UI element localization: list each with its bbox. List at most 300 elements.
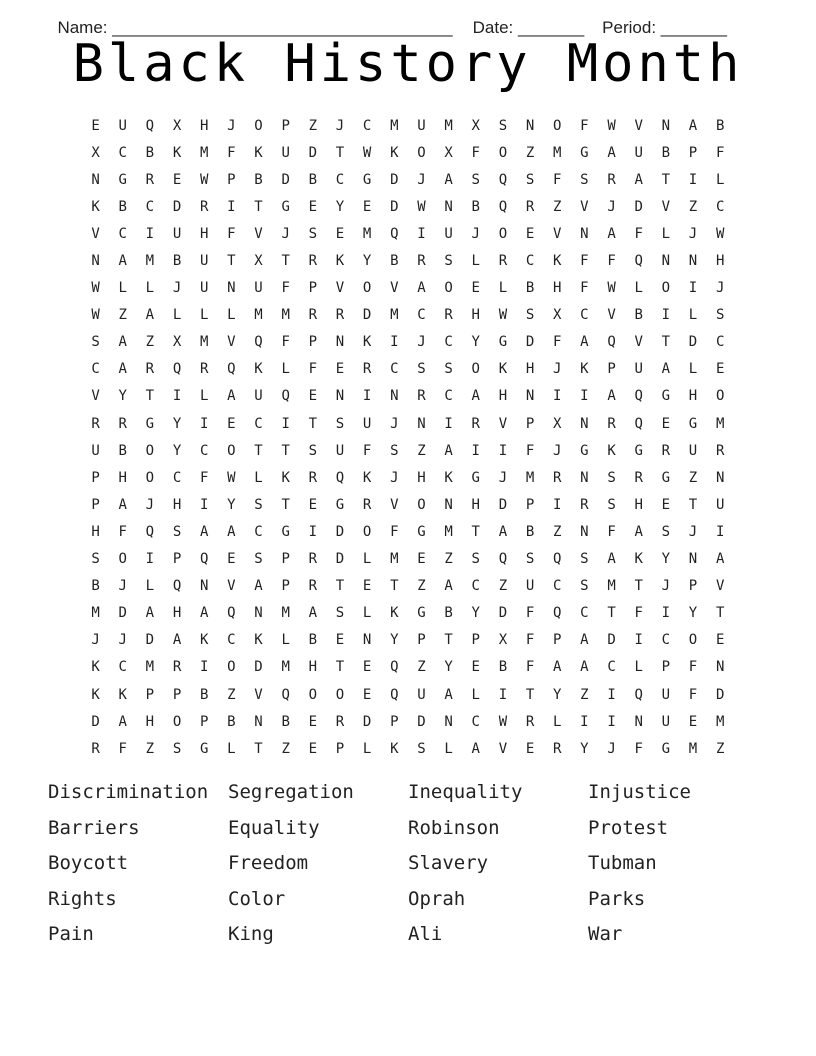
- grid-letter[interactable]: A: [580, 334, 589, 351]
- grid-letter[interactable]: F: [227, 225, 236, 242]
- grid-letter[interactable]: Q: [607, 334, 616, 351]
- grid-letter[interactable]: Q: [281, 686, 290, 703]
- grid-letter[interactable]: G: [362, 171, 372, 188]
- grid-letter[interactable]: F: [715, 144, 725, 161]
- grid-letter[interactable]: R: [199, 361, 209, 378]
- grid-letter[interactable]: Q: [254, 334, 263, 351]
- grid-letter[interactable]: K: [254, 632, 263, 649]
- grid-letter[interactable]: G: [688, 415, 698, 432]
- grid-letter[interactable]: H: [553, 280, 562, 297]
- grid-letter[interactable]: R: [199, 198, 209, 215]
- grid-letter[interactable]: N: [254, 605, 263, 622]
- grid-letter[interactable]: N: [580, 523, 589, 540]
- grid-letter[interactable]: G: [471, 469, 480, 486]
- grid-letter[interactable]: F: [525, 442, 535, 459]
- grid-letter[interactable]: D: [715, 686, 725, 703]
- grid-letter[interactable]: M: [688, 740, 698, 757]
- grid-letter[interactable]: K: [390, 740, 399, 757]
- grid-letter[interactable]: F: [281, 334, 290, 351]
- grid-letter[interactable]: O: [417, 144, 426, 161]
- grid-letter[interactable]: C: [91, 361, 100, 378]
- grid-letter[interactable]: V: [498, 415, 508, 432]
- grid-letter[interactable]: C: [661, 632, 671, 649]
- grid-letter[interactable]: K: [362, 469, 372, 486]
- grid-letter[interactable]: B: [661, 144, 671, 161]
- grid-letter[interactable]: O: [688, 632, 698, 649]
- grid-letter[interactable]: P: [525, 496, 535, 513]
- grid-letter[interactable]: L: [634, 659, 643, 676]
- grid-letter[interactable]: A: [580, 632, 589, 649]
- grid-letter[interactable]: V: [91, 388, 100, 405]
- grid-letter[interactable]: Y: [661, 551, 671, 568]
- grid-letter[interactable]: P: [172, 551, 182, 568]
- grid-letter[interactable]: E: [661, 496, 671, 513]
- grid-letter[interactable]: G: [661, 388, 671, 405]
- grid-letter[interactable]: B: [281, 713, 290, 730]
- grid-letter[interactable]: A: [118, 496, 127, 513]
- grid-letter[interactable]: C: [145, 198, 155, 215]
- grid-letter[interactable]: U: [118, 117, 127, 134]
- grid-letter[interactable]: S: [525, 307, 535, 324]
- grid-letter[interactable]: T: [254, 740, 263, 757]
- grid-letter[interactable]: D: [172, 198, 182, 215]
- grid-letter[interactable]: Q: [634, 415, 643, 432]
- grid-letter[interactable]: R: [145, 171, 155, 188]
- grid-letter[interactable]: T: [525, 686, 535, 703]
- grid-letter[interactable]: A: [118, 713, 127, 730]
- grid-letter[interactable]: C: [118, 225, 127, 242]
- grid-letter[interactable]: R: [417, 253, 426, 270]
- grid-letter[interactable]: H: [634, 496, 643, 513]
- grid-letter[interactable]: N: [715, 469, 725, 486]
- grid-letter[interactable]: O: [308, 686, 318, 703]
- grid-letter[interactable]: W: [607, 117, 616, 134]
- grid-letter[interactable]: P: [607, 361, 616, 378]
- grid-letter[interactable]: Z: [444, 551, 453, 568]
- grid-letter[interactable]: M: [525, 469, 535, 486]
- grid-letter[interactable]: T: [227, 253, 236, 270]
- grid-letter[interactable]: R: [145, 361, 155, 378]
- grid-letter[interactable]: C: [390, 361, 399, 378]
- grid-letter[interactable]: T: [444, 632, 453, 649]
- grid-letter[interactable]: L: [227, 740, 236, 757]
- grid-letter[interactable]: J: [390, 415, 399, 432]
- grid-letter[interactable]: A: [444, 442, 453, 459]
- grid-letter[interactable]: Y: [471, 605, 480, 622]
- grid-letter[interactable]: P: [390, 713, 399, 730]
- grid-letter[interactable]: K: [607, 442, 616, 459]
- grid-letter[interactable]: A: [227, 388, 236, 405]
- grid-letter[interactable]: Q: [553, 605, 562, 622]
- grid-letter[interactable]: D: [145, 632, 155, 649]
- grid-letter[interactable]: A: [607, 388, 616, 405]
- grid-letter[interactable]: B: [471, 198, 480, 215]
- grid-letter[interactable]: K: [91, 198, 100, 215]
- grid-letter[interactable]: F: [281, 280, 290, 297]
- grid-letter[interactable]: Z: [688, 198, 698, 215]
- grid-letter[interactable]: R: [634, 469, 643, 486]
- grid-letter[interactable]: I: [553, 388, 562, 405]
- grid-letter[interactable]: K: [254, 144, 263, 161]
- grid-letter[interactable]: K: [172, 144, 182, 161]
- grid-letter[interactable]: K: [118, 686, 127, 703]
- grid-letter[interactable]: T: [335, 578, 345, 595]
- grid-letter[interactable]: A: [444, 578, 453, 595]
- grid-letter[interactable]: M: [715, 415, 725, 432]
- grid-letter[interactable]: D: [254, 659, 263, 676]
- grid-letter[interactable]: B: [199, 686, 209, 703]
- grid-letter[interactable]: C: [118, 659, 127, 676]
- grid-letter[interactable]: I: [715, 523, 725, 540]
- grid-letter[interactable]: L: [145, 280, 155, 297]
- grid-letter[interactable]: R: [580, 496, 589, 513]
- grid-letter[interactable]: T: [254, 198, 263, 215]
- grid-letter[interactable]: Q: [498, 551, 508, 568]
- grid-letter[interactable]: S: [254, 551, 263, 568]
- grid-letter[interactable]: Y: [172, 442, 182, 459]
- grid-letter[interactable]: Y: [444, 659, 453, 676]
- grid-letter[interactable]: D: [390, 171, 399, 188]
- grid-letter[interactable]: T: [335, 659, 345, 676]
- period-field[interactable]: Period: _______: [602, 18, 727, 37]
- grid-letter[interactable]: W: [417, 198, 426, 215]
- date-field[interactable]: Date: _______: [472, 18, 585, 37]
- grid-letter[interactable]: O: [362, 523, 372, 540]
- grid-letter[interactable]: R: [308, 551, 318, 568]
- grid-letter[interactable]: W: [498, 713, 508, 730]
- grid-letter[interactable]: E: [227, 551, 236, 568]
- grid-letter[interactable]: J: [390, 469, 399, 486]
- grid-letter[interactable]: L: [498, 280, 508, 297]
- grid-letter[interactable]: L: [118, 280, 127, 297]
- grid-letter[interactable]: S: [417, 740, 426, 757]
- grid-letter[interactable]: D: [390, 198, 399, 215]
- grid-letter[interactable]: R: [308, 253, 318, 270]
- grid-letter[interactable]: Z: [145, 334, 155, 351]
- grid-letter[interactable]: S: [335, 605, 345, 622]
- grid-letter[interactable]: N: [688, 551, 698, 568]
- grid-letter[interactable]: N: [661, 253, 671, 270]
- grid-letter[interactable]: I: [417, 225, 426, 242]
- grid-letter[interactable]: N: [580, 469, 589, 486]
- grid-letter[interactable]: P: [172, 686, 182, 703]
- grid-letter[interactable]: F: [118, 523, 127, 540]
- grid-letter[interactable]: M: [390, 551, 399, 568]
- grid-letter[interactable]: Q: [145, 523, 155, 540]
- grid-letter[interactable]: L: [199, 388, 209, 405]
- grid-letter[interactable]: S: [91, 551, 100, 568]
- grid-letter[interactable]: S: [91, 334, 100, 351]
- grid-letter[interactable]: A: [715, 551, 725, 568]
- grid-letter[interactable]: I: [145, 225, 155, 242]
- grid-letter[interactable]: A: [580, 659, 589, 676]
- grid-letter[interactable]: Y: [335, 198, 345, 215]
- grid-letter[interactable]: Q: [553, 551, 562, 568]
- grid-letter[interactable]: G: [145, 415, 155, 432]
- grid-letter[interactable]: D: [688, 334, 698, 351]
- grid-letter[interactable]: T: [281, 442, 290, 459]
- grid-letter[interactable]: A: [417, 280, 426, 297]
- grid-letter[interactable]: U: [254, 280, 263, 297]
- grid-letter[interactable]: H: [172, 496, 182, 513]
- grid-letter[interactable]: E: [91, 117, 100, 134]
- grid-letter[interactable]: A: [172, 632, 182, 649]
- grid-letter[interactable]: I: [607, 686, 616, 703]
- grid-letter[interactable]: N: [335, 388, 345, 405]
- grid-letter[interactable]: N: [199, 578, 209, 595]
- grid-letter[interactable]: M: [145, 659, 155, 676]
- grid-letter[interactable]: D: [362, 307, 372, 324]
- grid-letter[interactable]: Q: [498, 198, 508, 215]
- grid-letter[interactable]: N: [580, 415, 589, 432]
- grid-letter[interactable]: O: [715, 388, 725, 405]
- grid-letter[interactable]: N: [634, 713, 643, 730]
- grid-letter[interactable]: A: [661, 361, 671, 378]
- grid-letter[interactable]: Q: [281, 388, 290, 405]
- grid-letter[interactable]: H: [91, 523, 100, 540]
- grid-letter[interactable]: Z: [281, 740, 290, 757]
- grid-letter[interactable]: K: [91, 686, 100, 703]
- grid-letter[interactable]: V: [498, 740, 508, 757]
- grid-letter[interactable]: S: [580, 578, 589, 595]
- grid-letter[interactable]: J: [607, 740, 616, 757]
- grid-letter[interactable]: O: [362, 280, 372, 297]
- grid-letter[interactable]: E: [308, 198, 318, 215]
- grid-letter[interactable]: L: [362, 551, 372, 568]
- grid-letter[interactable]: Z: [227, 686, 236, 703]
- grid-letter[interactable]: L: [362, 605, 372, 622]
- grid-letter[interactable]: L: [362, 740, 372, 757]
- grid-letter[interactable]: P: [227, 171, 236, 188]
- grid-letter[interactable]: N: [444, 198, 453, 215]
- grid-letter[interactable]: R: [362, 496, 372, 513]
- grid-letter[interactable]: F: [525, 605, 535, 622]
- grid-letter[interactable]: G: [199, 740, 209, 757]
- grid-letter[interactable]: S: [471, 551, 480, 568]
- grid-letter[interactable]: P: [281, 578, 290, 595]
- grid-letter[interactable]: K: [390, 144, 399, 161]
- grid-letter[interactable]: Z: [553, 523, 562, 540]
- grid-letter[interactable]: L: [688, 307, 698, 324]
- grid-letter[interactable]: Q: [145, 117, 155, 134]
- grid-letter[interactable]: B: [172, 253, 182, 270]
- grid-letter[interactable]: U: [362, 415, 372, 432]
- grid-letter[interactable]: M: [281, 659, 290, 676]
- grid-letter[interactable]: Z: [145, 740, 155, 757]
- grid-letter[interactable]: I: [390, 334, 399, 351]
- grid-letter[interactable]: S: [525, 551, 535, 568]
- grid-letter[interactable]: H: [471, 496, 480, 513]
- grid-letter[interactable]: A: [607, 144, 616, 161]
- grid-letter[interactable]: I: [199, 659, 209, 676]
- grid-letter[interactable]: O: [172, 713, 182, 730]
- grid-letter[interactable]: K: [634, 551, 643, 568]
- grid-letter[interactable]: A: [471, 388, 480, 405]
- grid-letter[interactable]: R: [118, 415, 127, 432]
- grid-letter[interactable]: U: [172, 225, 182, 242]
- grid-letter[interactable]: S: [607, 469, 616, 486]
- grid-letter[interactable]: E: [308, 388, 318, 405]
- grid-letter[interactable]: R: [362, 361, 372, 378]
- grid-letter[interactable]: Q: [390, 686, 399, 703]
- grid-letter[interactable]: J: [661, 578, 671, 595]
- grid-letter[interactable]: L: [281, 361, 290, 378]
- grid-letter[interactable]: J: [118, 578, 127, 595]
- grid-letter[interactable]: G: [281, 523, 290, 540]
- grid-letter[interactable]: S: [607, 496, 616, 513]
- grid-letter[interactable]: B: [444, 605, 453, 622]
- grid-letter[interactable]: O: [254, 117, 263, 134]
- grid-letter[interactable]: U: [417, 117, 426, 134]
- grid-letter[interactable]: T: [254, 442, 263, 459]
- grid-letter[interactable]: N: [525, 388, 535, 405]
- grid-letter[interactable]: T: [715, 605, 725, 622]
- grid-letter[interactable]: A: [498, 523, 508, 540]
- grid-letter[interactable]: Z: [118, 307, 127, 324]
- grid-letter[interactable]: W: [607, 280, 616, 297]
- grid-letter[interactable]: M: [145, 253, 155, 270]
- grid-letter[interactable]: X: [553, 415, 562, 432]
- grid-letter[interactable]: U: [688, 442, 698, 459]
- grid-letter[interactable]: H: [498, 388, 508, 405]
- grid-letter[interactable]: A: [145, 605, 155, 622]
- grid-letter[interactable]: E: [715, 632, 725, 649]
- grid-letter[interactable]: Q: [227, 361, 236, 378]
- grid-letter[interactable]: T: [688, 496, 698, 513]
- grid-letter[interactable]: O: [227, 442, 236, 459]
- grid-letter[interactable]: B: [390, 253, 399, 270]
- grid-letter[interactable]: S: [417, 361, 426, 378]
- grid-letter[interactable]: D: [335, 551, 345, 568]
- grid-letter[interactable]: Z: [715, 740, 725, 757]
- grid-letter[interactable]: Y: [118, 388, 127, 405]
- grid-letter[interactable]: C: [254, 415, 263, 432]
- grid-letter[interactable]: K: [335, 253, 345, 270]
- grid-letter[interactable]: P: [471, 632, 480, 649]
- grid-letter[interactable]: N: [362, 632, 372, 649]
- grid-letter[interactable]: J: [688, 523, 698, 540]
- grid-letter[interactable]: F: [199, 469, 209, 486]
- grid-letter[interactable]: I: [607, 713, 616, 730]
- grid-letter[interactable]: S: [580, 171, 589, 188]
- grid-letter[interactable]: R: [91, 740, 100, 757]
- grid-letter[interactable]: B: [525, 280, 535, 297]
- grid-letter[interactable]: J: [417, 171, 426, 188]
- grid-letter[interactable]: M: [715, 713, 725, 730]
- grid-letter[interactable]: E: [335, 361, 345, 378]
- grid-letter[interactable]: J: [715, 280, 725, 297]
- grid-letter[interactable]: P: [199, 713, 209, 730]
- grid-letter[interactable]: A: [634, 171, 643, 188]
- grid-letter[interactable]: I: [471, 442, 480, 459]
- grid-letter[interactable]: S: [390, 442, 399, 459]
- grid-letter[interactable]: B: [498, 659, 508, 676]
- grid-letter[interactable]: Y: [227, 496, 236, 513]
- grid-letter[interactable]: N: [390, 388, 399, 405]
- grid-letter[interactable]: E: [471, 280, 480, 297]
- grid-letter[interactable]: M: [390, 307, 399, 324]
- grid-letter[interactable]: R: [661, 442, 671, 459]
- grid-letter[interactable]: P: [281, 117, 290, 134]
- grid-letter[interactable]: M: [281, 307, 290, 324]
- grid-letter[interactable]: L: [281, 632, 290, 649]
- grid-letter[interactable]: R: [471, 415, 480, 432]
- grid-letter[interactable]: E: [688, 713, 698, 730]
- grid-letter[interactable]: C: [254, 523, 263, 540]
- grid-letter[interactable]: S: [444, 253, 453, 270]
- grid-letter[interactable]: F: [688, 659, 698, 676]
- grid-letter[interactable]: P: [91, 496, 100, 513]
- grid-letter[interactable]: V: [335, 280, 345, 297]
- grid-letter[interactable]: E: [227, 415, 236, 432]
- grid-letter[interactable]: V: [607, 307, 616, 324]
- grid-letter[interactable]: C: [580, 307, 589, 324]
- grid-letter[interactable]: R: [91, 415, 100, 432]
- grid-letter[interactable]: L: [172, 307, 182, 324]
- grid-letter[interactable]: N: [688, 253, 698, 270]
- grid-letter[interactable]: X: [498, 632, 508, 649]
- grid-letter[interactable]: C: [715, 334, 725, 351]
- grid-letter[interactable]: G: [417, 523, 426, 540]
- grid-letter[interactable]: I: [362, 388, 372, 405]
- grid-letter[interactable]: L: [471, 686, 480, 703]
- grid-letter[interactable]: H: [471, 307, 480, 324]
- grid-letter[interactable]: I: [145, 551, 155, 568]
- grid-letter[interactable]: D: [525, 334, 535, 351]
- grid-letter[interactable]: B: [145, 144, 155, 161]
- grid-letter[interactable]: Z: [553, 198, 562, 215]
- grid-letter[interactable]: S: [308, 225, 318, 242]
- grid-letter[interactable]: F: [580, 117, 589, 134]
- grid-letter[interactable]: B: [227, 713, 236, 730]
- grid-letter[interactable]: M: [444, 523, 453, 540]
- grid-letter[interactable]: C: [118, 144, 127, 161]
- grid-letter[interactable]: P: [308, 334, 318, 351]
- grid-letter[interactable]: E: [308, 496, 318, 513]
- grid-letter[interactable]: V: [580, 198, 589, 215]
- grid-letter[interactable]: A: [118, 253, 127, 270]
- grid-letter[interactable]: E: [471, 659, 480, 676]
- grid-letter[interactable]: F: [390, 523, 399, 540]
- grid-letter[interactable]: I: [688, 171, 698, 188]
- grid-letter[interactable]: Y: [471, 334, 480, 351]
- grid-letter[interactable]: U: [444, 225, 453, 242]
- grid-letter[interactable]: I: [688, 280, 698, 297]
- grid-letter[interactable]: D: [498, 496, 508, 513]
- grid-letter[interactable]: E: [308, 713, 318, 730]
- grid-letter[interactable]: O: [553, 117, 562, 134]
- grid-letter[interactable]: J: [553, 442, 562, 459]
- grid-letter[interactable]: K: [553, 253, 562, 270]
- grid-letter[interactable]: Z: [308, 117, 318, 134]
- grid-letter[interactable]: Q: [199, 551, 209, 568]
- grid-letter[interactable]: Z: [417, 578, 426, 595]
- grid-letter[interactable]: P: [525, 415, 535, 432]
- grid-letter[interactable]: M: [444, 117, 453, 134]
- grid-letter[interactable]: I: [199, 496, 209, 513]
- grid-letter[interactable]: E: [172, 171, 182, 188]
- grid-letter[interactable]: C: [715, 198, 725, 215]
- grid-letter[interactable]: W: [91, 280, 100, 297]
- grid-letter[interactable]: O: [335, 686, 345, 703]
- grid-letter[interactable]: P: [688, 144, 698, 161]
- grid-letter[interactable]: S: [308, 442, 318, 459]
- grid-letter[interactable]: N: [335, 334, 345, 351]
- grid-letter[interactable]: V: [661, 198, 671, 215]
- grid-letter[interactable]: L: [199, 307, 209, 324]
- grid-letter[interactable]: W: [362, 144, 372, 161]
- grid-letter[interactable]: W: [715, 225, 725, 242]
